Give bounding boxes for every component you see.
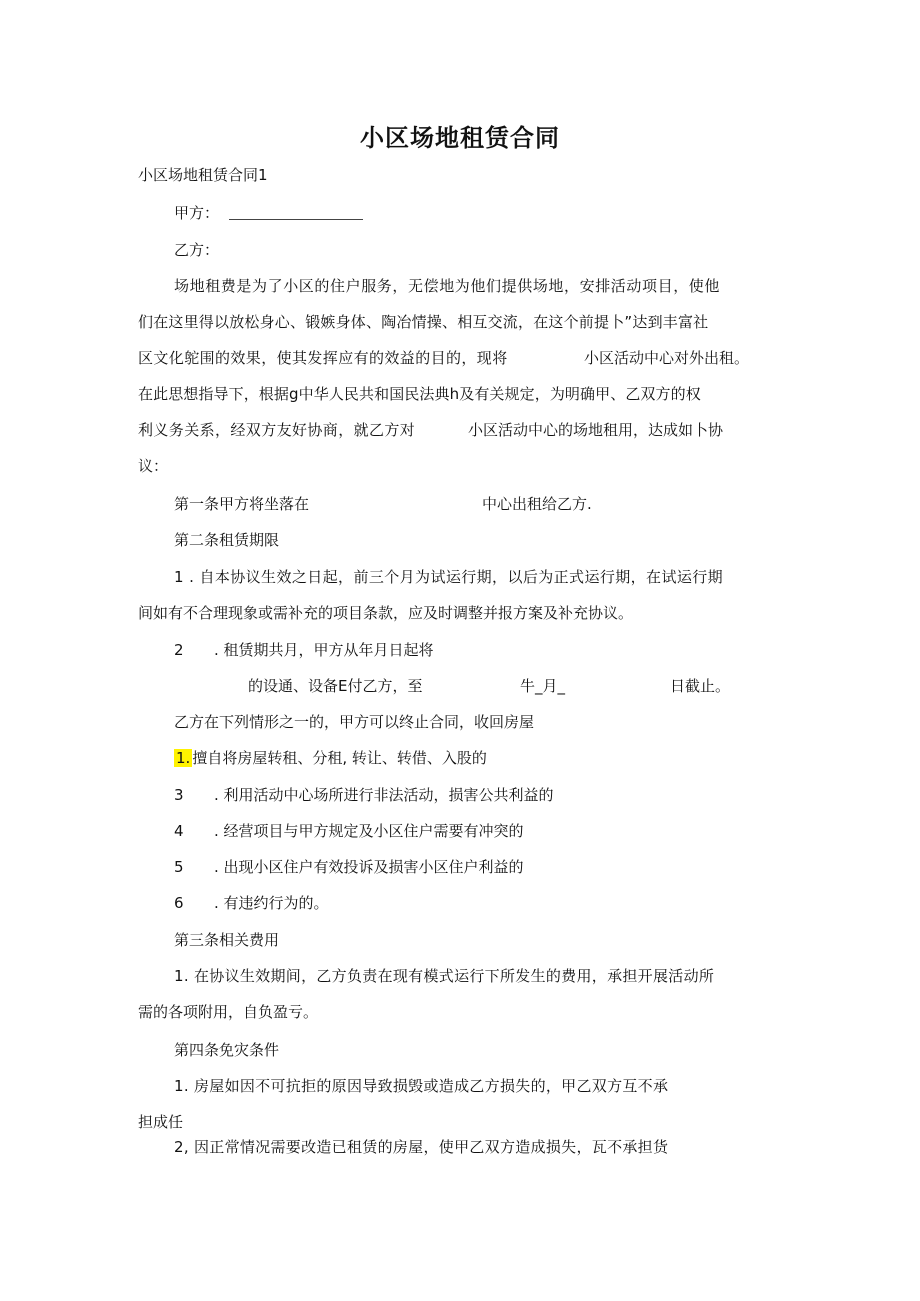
termination-item xyxy=(174,748,487,768)
party-b-label: 乙方： xyxy=(174,241,220,259)
intro-line-4: 在此思想指导下，根据g中华人民共和国民法典h及有关规定，为明确甲、乙双方的权 xyxy=(138,385,701,403)
party-a-label: 甲方： xyxy=(174,204,220,222)
termination-item-text: . 有违约行为的。 xyxy=(214,894,329,912)
article-3-item-1-line-1: 1. 在协议生效期间，乙方负责在现有模式运行下所发生的费用，承担开展活动所 xyxy=(174,967,715,985)
article-4-item-1-cont: 担成任 xyxy=(138,1113,184,1131)
intro-line-3-tail: 小区活动中心对外出租。 xyxy=(584,349,750,367)
termination-item-text: . 利用活动中心场所进行非法活动，损害公共利益的 xyxy=(214,786,554,804)
termination-item-text: . 出现小区住户有效投诉及损害小区住户利益的 xyxy=(214,858,524,876)
intro-line-6: 议： xyxy=(138,457,169,475)
termination-item-number: 6 xyxy=(174,894,184,912)
article-4-item-2: 2, 因正常情况需要改造已租赁的房屋，使甲乙双方造成损失，瓦不承担货 xyxy=(174,1138,669,1156)
termination-item-text: 擅自将房屋转租、分租, 转让、转借、入股的 xyxy=(192,749,487,767)
intro-line-2: 们在这里得以放松身心、锻嫉身体、陶冶情操、相互交流，在这个前提卜”达到丰富社 xyxy=(138,313,709,331)
article-2-item-1-line-2: 间如有不合理现象或需补充的项目条款，应及时调整并报方案及补充协议。 xyxy=(138,604,634,622)
termination-item-number: 4 xyxy=(174,822,184,840)
party-a-blank xyxy=(229,205,363,220)
intro-line-5: 利义务关系，经双方友好协商，就乙方对 xyxy=(138,421,416,439)
article-2-item-2-cont-b: 牛_月_ xyxy=(520,677,566,695)
article-2-item-1-line-1: 1 . 自本协议生效之日起，前三个月为试运行期，以后为正式运行期，在试运行期 xyxy=(174,568,724,586)
document-subtitle: 小区场地租赁合同1 xyxy=(138,166,268,184)
termination-item-number: 5 xyxy=(174,858,184,876)
termination-item-number: 3 xyxy=(174,786,184,804)
termination-item-text: . 经营项目与甲方规定及小区住户需要有冲突的 xyxy=(214,822,524,840)
article-2-item-2-number: 2 xyxy=(174,641,184,659)
article-3-item-1-line-2: 需的各项附用，自负盈亏。 xyxy=(138,1003,319,1021)
intro-line-3: 区文化鸵围的效果，使其发挥应有的效益的目的，现将 xyxy=(138,349,508,367)
termination-intro: 乙方在下列情形之一的，甲方可以终止合同，收回房屋 xyxy=(174,713,535,731)
article-1-text: 第一条甲方将坐落在 xyxy=(174,495,310,513)
article-4-title: 第四条免灾条件 xyxy=(174,1041,280,1059)
highlighted-number: 1. xyxy=(176,749,191,767)
article-2-item-2-cont-a: 的设通、设备E付乙方，至 xyxy=(248,677,423,695)
article-2-title: 第二条租赁期限 xyxy=(174,531,280,549)
party-a-line xyxy=(174,203,363,223)
intro-line-5-tail: 小区活动中心的场地租用，达成如卜协 xyxy=(468,421,724,439)
article-4-item-1: 1. 房屋如因不可抗拒的原因导致损毁或造成乙方损失的，甲乙双方互不承 xyxy=(174,1077,669,1095)
article-2-item-2-text: . 租赁期共月，甲方从年月日起将 xyxy=(214,641,434,659)
article-3-title: 第三条相关费用 xyxy=(174,931,280,949)
article-1-tail: 中心出租给乙方. xyxy=(482,495,592,513)
intro-line-1: 场地租费是为了小区的住户服务，无偿地为他们提供场地，安排活动项目，使他 xyxy=(174,277,721,295)
document-title: 小区场地租赁合同 xyxy=(360,124,560,152)
article-2-item-2-cont-c: 日截止。 xyxy=(670,677,731,695)
